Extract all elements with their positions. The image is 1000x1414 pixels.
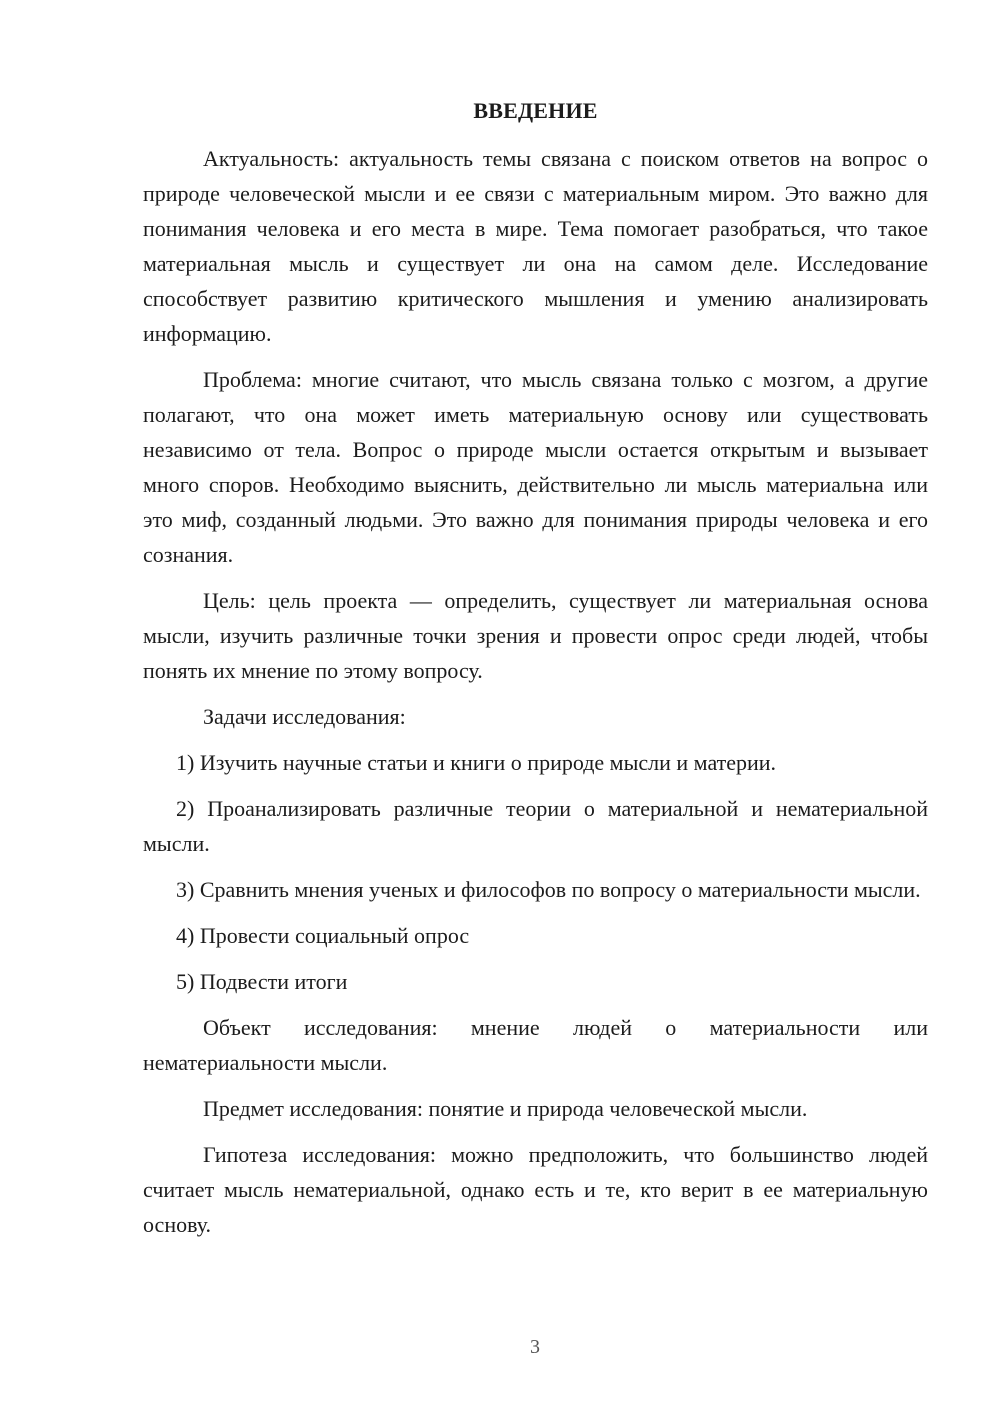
tasks-heading: Задачи исследования: [203, 704, 406, 729]
page-title: ВВЕДЕНИЕ [473, 98, 598, 123]
goal-paragraph: Цель: цель проекта — определить, существует ли материальная основа мысли, изучить различные точки зрения и провести опрос среди людей, чтобы понять их мнение по этому вопросу. [143, 588, 928, 683]
task-item-3: 3) Сравнить мнения ученых и философов по вопросу о материальности мысли. [176, 877, 921, 902]
relevance-paragraph: Актуальность: актуальность темы связана с поиском ответов на вопрос о природе человеческой мысли и ее связи с материальным миром. Это важно для понимания человека и его места в мире. Тема помогает разобраться, что такое материальная мысль и существует ли она на самом деле. Исследование способствует развитию критического мышления и умению анализировать информацию. [143, 146, 928, 346]
hypothesis-paragraph: Гипотеза исследования: можно предположить, что большинство людей считает мысль нематериальной, однако есть и те, кто верит в ее материальную основу. [143, 1142, 928, 1237]
object-paragraph: Объект исследования: мнение людей о материальности или нематериальности мысли. [143, 1015, 928, 1075]
page-number: 3 [530, 1336, 540, 1358]
problem-paragraph: Проблема: многие считают, что мысль связана только с мозгом, а другие полагают, что она может иметь материальную основу или существовать независимо от тела. Вопрос о природе мысли остается открытым и вызывает много споров. Необходимо выяснить, действительно ли мысль материальна или это миф, созданный людьми. Это важно для понимания природы человека и его сознания. [143, 367, 928, 567]
task-item-5: 5) Подвести итоги [176, 969, 348, 994]
subject-paragraph: Предмет исследования: понятие и природа человеческой мысли. [203, 1096, 808, 1121]
task-item-4: 4) Провести социальный опрос [176, 923, 470, 948]
body-text [143, 141, 928, 1253]
task-item-2: 2) Проанализировать различные теории о материальной и нематериальной мысли. [143, 796, 928, 856]
task-item-1: 1) Изучить научные статьи и книги о природе мысли и материи. [176, 750, 777, 775]
